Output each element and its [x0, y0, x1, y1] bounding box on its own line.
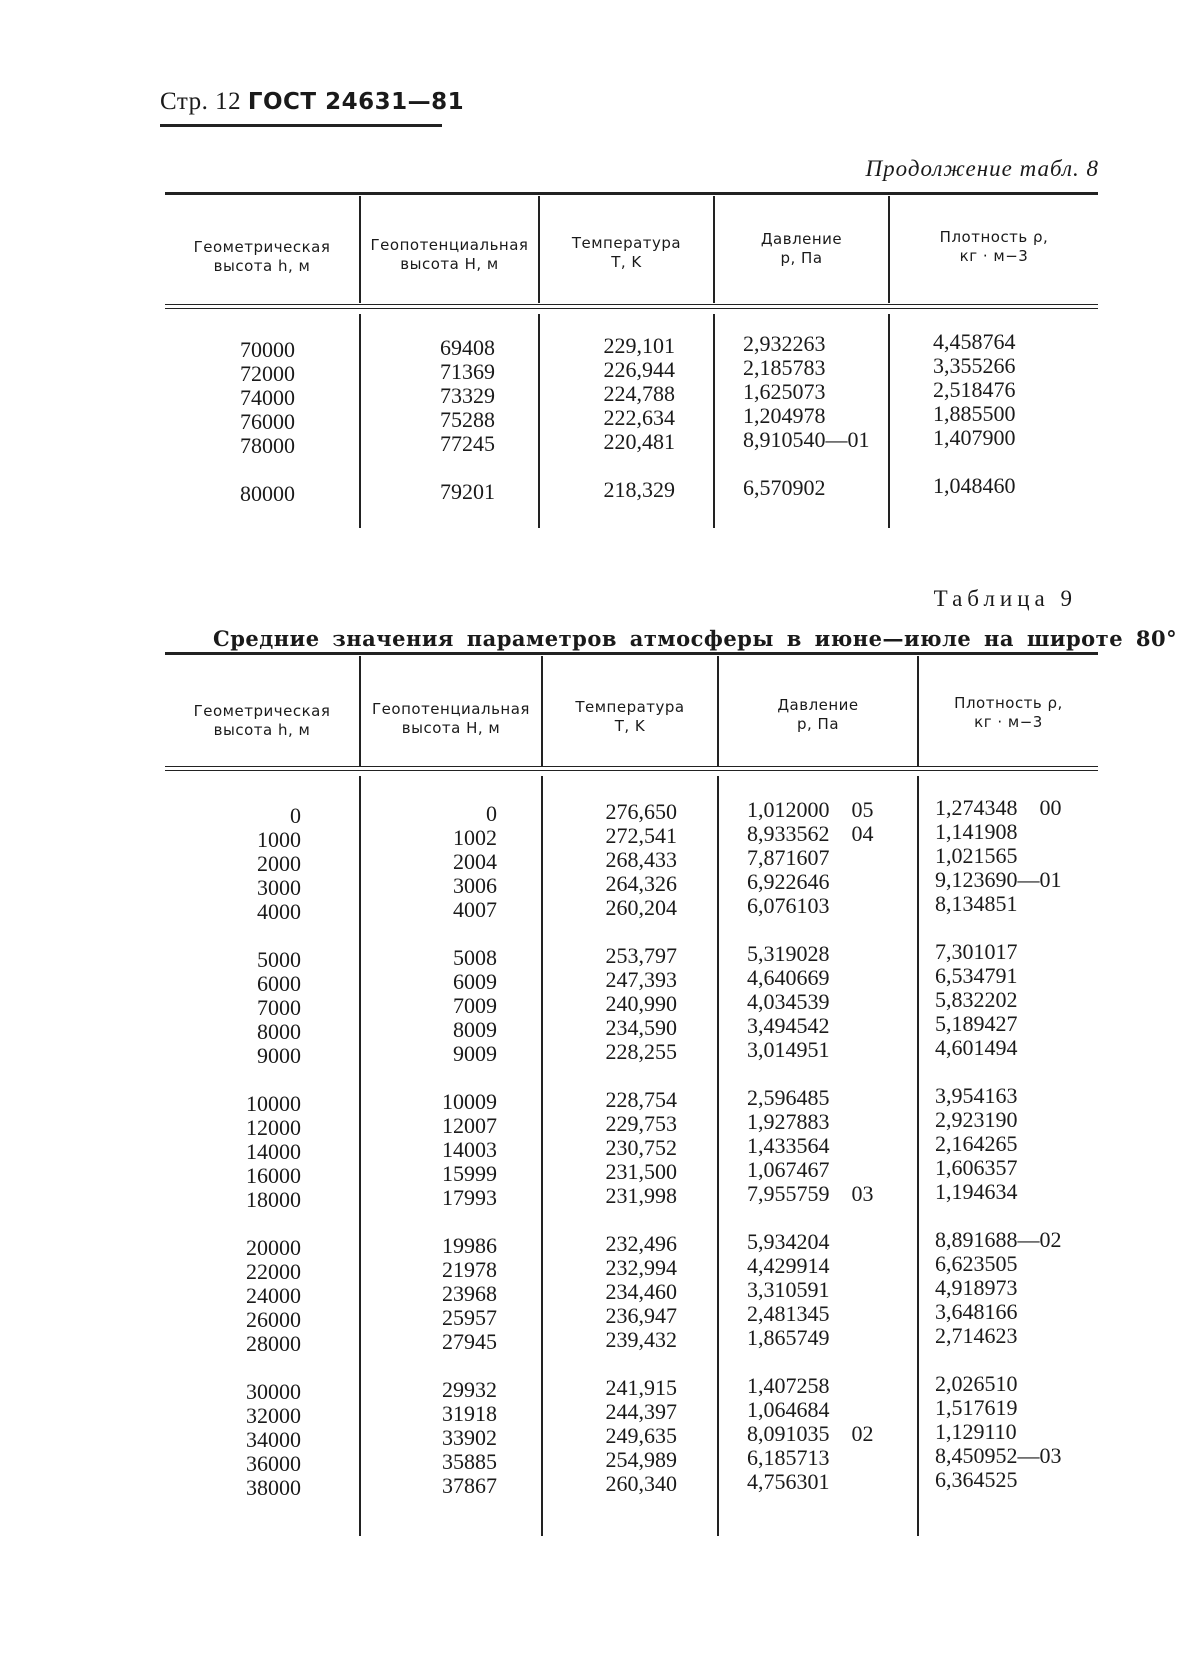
group-gap — [165, 1068, 301, 1092]
cell-h: 70000 — [240, 337, 295, 362]
cell-p: 6,185713 — [747, 1445, 830, 1470]
cell-p: 2,596485 — [747, 1085, 830, 1110]
cell-H: 5008 — [453, 945, 497, 970]
column-header-geopotential-height: Геопотенциальная высота H, м — [372, 700, 530, 737]
cell-rho: 1,194634 — [935, 1179, 1018, 1204]
cell-rho: 7,301017 — [935, 939, 1018, 964]
cell-T: 230,752 — [605, 1135, 677, 1160]
cell-h: 28000 — [246, 1331, 301, 1356]
table-9 — [165, 652, 1098, 1537]
cell-rho: 3,648166 — [935, 1299, 1018, 1324]
cell-rho: 1,141908 — [935, 819, 1018, 844]
cell-rho: 1,517619 — [935, 1395, 1018, 1420]
cell-h: 9000 — [257, 1043, 301, 1068]
cell-rho: 9,123690—01 — [935, 867, 1062, 892]
cell-rho: 8,134851 — [935, 891, 1018, 916]
cell-T: 229,101 — [603, 333, 675, 358]
column-header-geometric-height: Геометрическая высота h, м — [193, 702, 331, 739]
cell-H: 35885 — [442, 1449, 497, 1474]
cell-p: 7,871607 — [747, 845, 830, 870]
cell-h: 7000 — [257, 995, 301, 1020]
cell-H: 77245 — [440, 431, 495, 456]
cell-T: 234,460 — [605, 1279, 677, 1304]
cell-rho: 1,407900 — [933, 425, 1016, 450]
cell-p: 1,865749 — [747, 1325, 830, 1350]
cell-T: 218,329 — [603, 477, 675, 502]
cell-T: 253,797 — [605, 943, 677, 968]
cell-p: 5,934204 — [747, 1229, 830, 1254]
continuation-label: Продолжение табл. 8 — [865, 156, 1099, 181]
cell-h: 8000 — [257, 1019, 301, 1044]
cell-p: 2,481345 — [747, 1301, 830, 1326]
cell-p: 6,570902 — [743, 475, 826, 500]
cell-H: 37867 — [442, 1473, 497, 1498]
cell-T: 236,947 — [605, 1303, 677, 1328]
cell-T: 228,754 — [605, 1087, 677, 1112]
group-gap — [361, 1354, 497, 1378]
cell-p: 1,927883 — [747, 1109, 830, 1134]
cell-T: 229,753 — [605, 1111, 677, 1136]
cell-h: 36000 — [246, 1451, 301, 1476]
group-gap — [933, 450, 1093, 474]
cell-rho: 1,274348 00 — [935, 795, 1062, 820]
cell-rho: 3,954163 — [935, 1083, 1018, 1108]
cell-T: 241,915 — [605, 1375, 677, 1400]
cell-h: 32000 — [246, 1403, 301, 1428]
cell-p: 1,407258 — [747, 1373, 830, 1398]
cell-rho: 2,714623 — [935, 1323, 1018, 1348]
group-gap — [935, 1348, 1095, 1372]
cell-rho: 8,450952—03 — [935, 1443, 1062, 1468]
cell-T: 264,326 — [605, 871, 677, 896]
cell-h: 0 — [290, 803, 301, 828]
cell-H: 7009 — [453, 993, 497, 1018]
column-h — [165, 804, 301, 1500]
column-header-temperature: Температура T, K — [571, 234, 682, 271]
cell-T: 228,255 — [605, 1039, 677, 1064]
cell-p: 8,933562 04 — [747, 821, 874, 846]
group-gap — [935, 1204, 1095, 1228]
cell-h: 38000 — [246, 1475, 301, 1500]
cell-rho: 1,606357 — [935, 1155, 1018, 1180]
cell-rho: 5,189427 — [935, 1011, 1018, 1036]
cell-T: 234,590 — [605, 1015, 677, 1040]
cell-H: 75288 — [440, 407, 495, 432]
cell-h: 1000 — [257, 827, 301, 852]
cell-h: 18000 — [246, 1187, 301, 1212]
group-gap — [361, 1210, 497, 1234]
cell-h: 80000 — [240, 481, 295, 506]
column-header-pressure: Давление p, Па — [777, 696, 859, 733]
cell-h: 16000 — [246, 1163, 301, 1188]
header-bottom-rule — [165, 766, 1098, 771]
column-T — [540, 334, 675, 502]
cell-h: 30000 — [246, 1379, 301, 1404]
cell-p: 1,625073 — [743, 379, 826, 404]
column-T — [543, 800, 677, 1496]
cell-h: 6000 — [257, 971, 301, 996]
table-8-continuation — [165, 192, 1098, 522]
column-rho — [935, 796, 1095, 1492]
cell-p: 4,034539 — [747, 989, 830, 1014]
group-gap — [543, 1064, 677, 1088]
cell-T: 224,788 — [603, 381, 675, 406]
cell-h: 74000 — [240, 385, 295, 410]
cell-p: 1,067467 — [747, 1157, 830, 1182]
cell-p: 3,310591 — [747, 1277, 830, 1302]
cell-H: 8009 — [453, 1017, 497, 1042]
group-gap — [165, 1356, 301, 1380]
cell-rho: 2,518476 — [933, 377, 1016, 402]
cell-rho: 2,923190 — [935, 1107, 1018, 1132]
cell-p: 1,064684 — [747, 1397, 830, 1422]
cell-h: 5000 — [257, 947, 301, 972]
column-p — [743, 332, 893, 500]
column-H — [361, 802, 497, 1498]
cell-p: 6,922646 — [747, 869, 830, 894]
group-gap — [165, 458, 295, 482]
cell-rho: 6,534791 — [935, 963, 1018, 988]
cell-H: 73329 — [440, 383, 495, 408]
column-header-density: Плотность ρ, кг · м−3 — [954, 694, 1063, 731]
cell-T: 260,340 — [605, 1471, 677, 1496]
group-gap — [543, 1208, 677, 1232]
cell-h: 2000 — [257, 851, 301, 876]
group-gap — [543, 1352, 677, 1376]
cell-rho: 1,129110 — [935, 1419, 1017, 1444]
column-header-pressure: Давление p, Па — [760, 230, 843, 267]
cell-H: 79201 — [440, 479, 495, 504]
cell-h: 76000 — [240, 409, 295, 434]
exponent-p: 03 — [851, 1181, 874, 1206]
cell-h: 34000 — [246, 1427, 301, 1452]
cell-H: 23968 — [442, 1281, 497, 1306]
cell-H: 27945 — [442, 1329, 497, 1354]
cell-h: 22000 — [246, 1259, 301, 1284]
cell-p: 5,319028 — [747, 941, 830, 966]
group-gap — [747, 1062, 915, 1086]
cell-T: 232,496 — [605, 1231, 677, 1256]
cell-p: 8,910540—01 — [743, 427, 870, 452]
column-p — [747, 798, 915, 1494]
cell-rho: 4,601494 — [935, 1035, 1018, 1060]
column-h — [165, 338, 295, 506]
column-H — [361, 336, 495, 504]
cell-T: 222,634 — [603, 405, 675, 430]
cell-p: 1,012000 05 — [747, 797, 874, 822]
table-9-title: Средние значения параметров атмосферы в июне—июле на широте 80° — [213, 626, 1178, 651]
cell-rho: 1,885500 — [933, 401, 1016, 426]
group-gap — [165, 1212, 301, 1236]
cell-rho: 2,026510 — [935, 1371, 1018, 1396]
cell-rho: 1,048460 — [933, 473, 1016, 498]
cell-T: 249,635 — [605, 1423, 677, 1448]
table-top-rule — [165, 652, 1098, 655]
standard-id: ГОСТ 24631—81 — [247, 89, 465, 115]
group-gap — [935, 916, 1095, 940]
table-top-rule — [165, 192, 1098, 195]
group-gap — [747, 918, 915, 942]
cell-H: 0 — [486, 801, 497, 826]
cell-T: 231,998 — [605, 1183, 677, 1208]
cell-rho: 8,891688—02 — [935, 1227, 1062, 1252]
column-header-geopotential-height: Геопотенциальная высота H, м — [370, 236, 529, 273]
cell-h: 10000 — [246, 1091, 301, 1116]
cell-p: 6,076103 — [747, 893, 830, 918]
cell-p: 3,494542 — [747, 1013, 830, 1038]
group-gap — [747, 1206, 915, 1230]
cell-H: 17993 — [442, 1185, 497, 1210]
cell-H: 21978 — [442, 1257, 497, 1282]
cell-H: 15999 — [442, 1161, 497, 1186]
cell-rho: 2,164265 — [935, 1131, 1018, 1156]
cell-T: 260,204 — [605, 895, 677, 920]
group-gap — [361, 1066, 497, 1090]
cell-H: 10009 — [442, 1089, 497, 1114]
cell-h: 26000 — [246, 1307, 301, 1332]
cell-T: 272,541 — [605, 823, 677, 848]
cell-H: 14003 — [442, 1137, 497, 1162]
header-bottom-rule — [165, 304, 1098, 309]
cell-T: 240,990 — [605, 991, 677, 1016]
group-gap — [743, 452, 893, 476]
cell-rho: 4,458764 — [933, 329, 1016, 354]
cell-p: 1,204978 — [743, 403, 826, 428]
cell-H: 6009 — [453, 969, 497, 994]
cell-p: 8,091035 02 — [747, 1421, 874, 1446]
group-gap — [935, 1060, 1095, 1084]
cell-H: 31918 — [442, 1401, 497, 1426]
cell-h: 24000 — [246, 1283, 301, 1308]
cell-rho: 5,832202 — [935, 987, 1018, 1012]
cell-H: 25957 — [442, 1305, 497, 1330]
cell-T: 231,500 — [605, 1159, 677, 1184]
cell-rho: 6,623505 — [935, 1251, 1018, 1276]
cell-T: 232,994 — [605, 1255, 677, 1280]
cell-H: 12007 — [442, 1113, 497, 1138]
cell-T: 239,432 — [605, 1327, 677, 1352]
cell-rho: 3,355266 — [933, 353, 1016, 378]
cell-H: 69408 — [440, 335, 495, 360]
cell-rho: 1,021565 — [935, 843, 1018, 868]
cell-T: 244,397 — [605, 1399, 677, 1424]
cell-T: 226,944 — [603, 357, 675, 382]
exponent-rho: 00 — [1039, 795, 1062, 820]
cell-h: 4000 — [257, 899, 301, 924]
table-9-label: Таблица 9 — [933, 586, 1077, 611]
cell-p: 4,429914 — [747, 1253, 830, 1278]
cell-p: 2,185783 — [743, 355, 826, 380]
cell-p: 4,640669 — [747, 965, 830, 990]
column-header-geometric-height: Геометрическая высота h, м — [193, 238, 331, 275]
column-rho — [933, 330, 1093, 498]
cell-H: 2004 — [453, 849, 497, 874]
group-gap — [361, 456, 495, 480]
cell-h: 20000 — [246, 1235, 301, 1260]
group-gap — [543, 920, 677, 944]
cell-H: 3006 — [453, 873, 497, 898]
cell-p: 1,433564 — [747, 1133, 830, 1158]
cell-h: 14000 — [246, 1139, 301, 1164]
cell-T: 247,393 — [605, 967, 677, 992]
exponent-p: 04 — [851, 821, 874, 846]
cell-p: 4,756301 — [747, 1469, 830, 1494]
cell-p: 7,955759 03 — [747, 1181, 874, 1206]
cell-rho: 4,918973 — [935, 1275, 1018, 1300]
cell-T: 276,650 — [605, 799, 677, 824]
column-header-temperature: Температура T, K — [575, 698, 685, 735]
cell-h: 72000 — [240, 361, 295, 386]
cell-T: 220,481 — [603, 429, 675, 454]
group-gap — [361, 922, 497, 946]
group-gap — [540, 454, 675, 478]
cell-p: 3,014951 — [747, 1037, 830, 1062]
cell-h: 78000 — [240, 433, 295, 458]
cell-H: 33902 — [442, 1425, 497, 1450]
page-number: Стр. 12 — [160, 88, 242, 115]
cell-T: 268,433 — [605, 847, 677, 872]
cell-h: 12000 — [246, 1115, 301, 1140]
cell-H: 19986 — [442, 1233, 497, 1258]
cell-H: 71369 — [440, 359, 495, 384]
group-gap — [747, 1350, 915, 1374]
header-rule — [160, 124, 442, 127]
cell-H: 4007 — [453, 897, 497, 922]
exponent-p: 02 — [851, 1421, 874, 1446]
page-header — [160, 88, 464, 116]
cell-rho: 6,364525 — [935, 1467, 1018, 1492]
cell-p: 2,932263 — [743, 331, 826, 356]
cell-h: 3000 — [257, 875, 301, 900]
exponent-p: 05 — [851, 797, 874, 822]
cell-T: 254,989 — [605, 1447, 677, 1472]
column-header-density: Плотность ρ, кг · м−3 — [939, 228, 1049, 265]
cell-H: 1002 — [453, 825, 497, 850]
cell-H: 29932 — [442, 1377, 497, 1402]
cell-H: 9009 — [453, 1041, 497, 1066]
group-gap — [165, 924, 301, 948]
